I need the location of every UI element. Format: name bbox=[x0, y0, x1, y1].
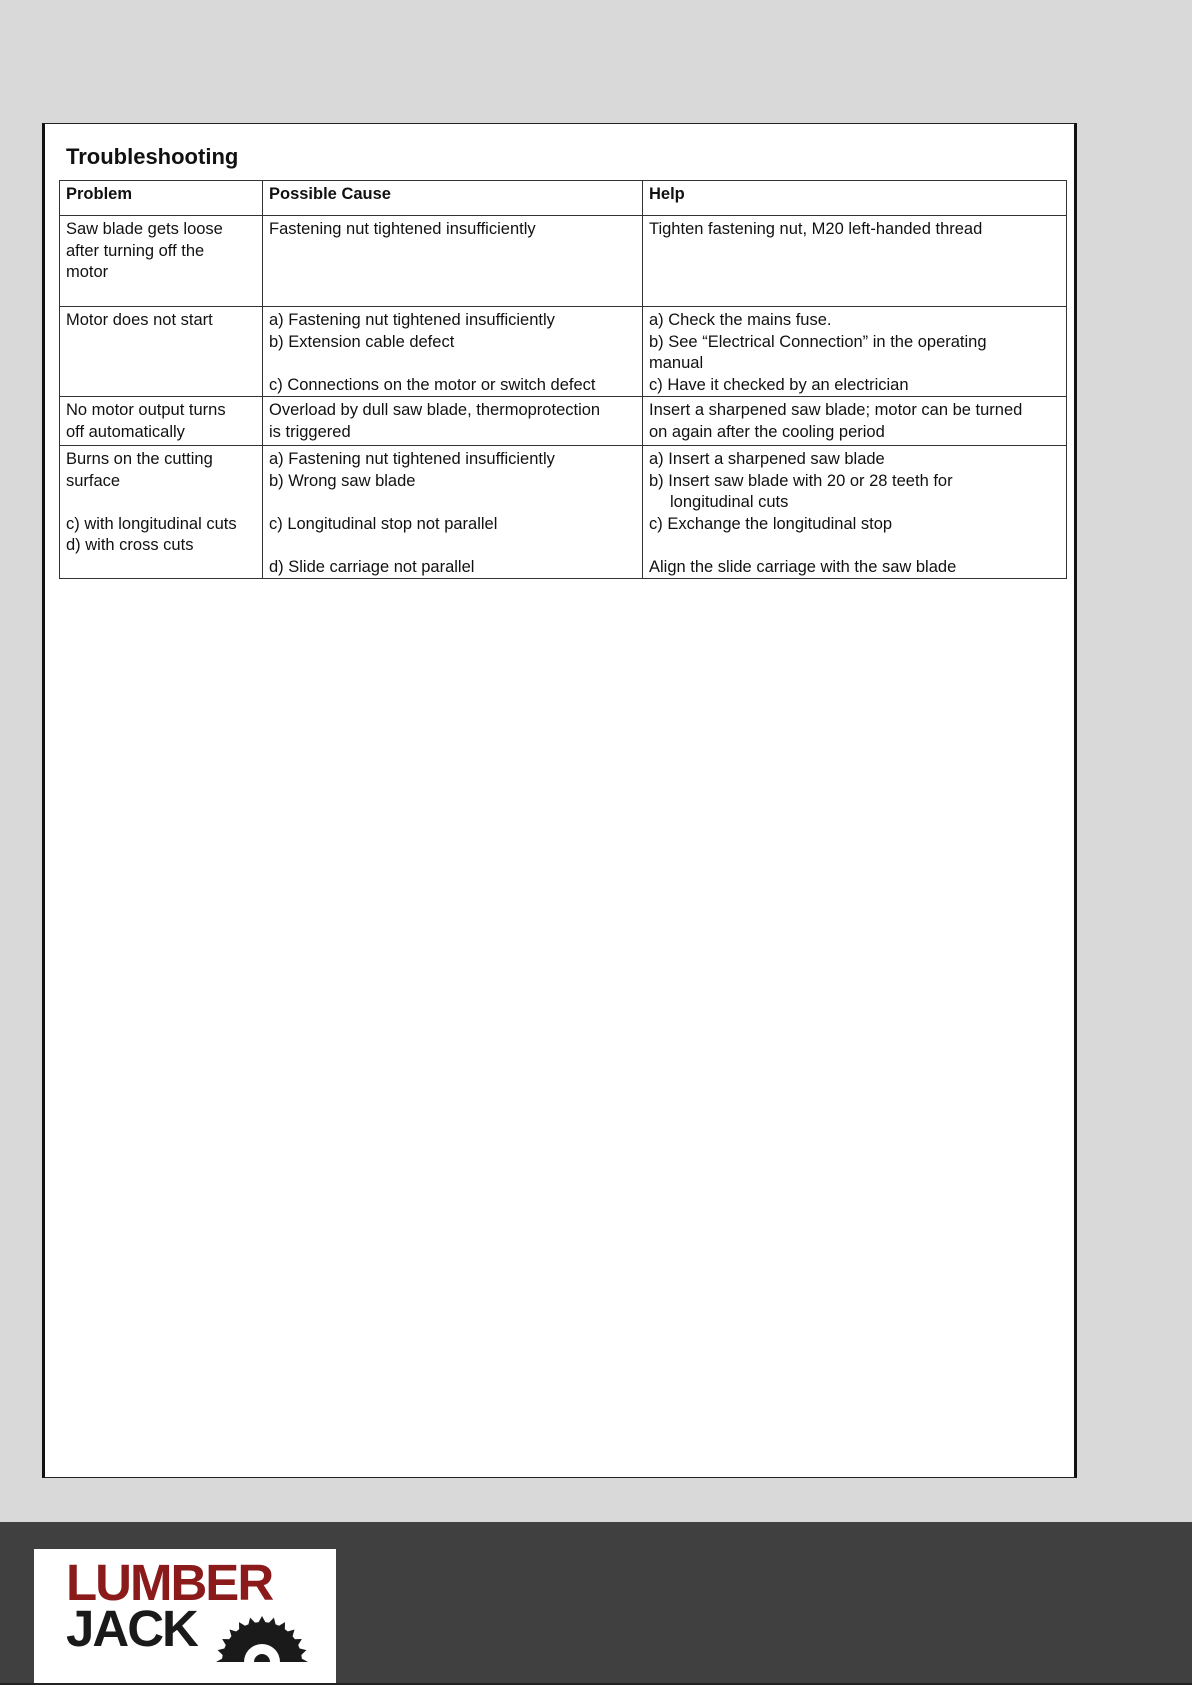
cell-line: Overload by dull saw blade, thermoprotection bbox=[269, 401, 601, 419]
table-cell-cause bbox=[263, 216, 643, 307]
cell-line: c) with longitudinal cuts bbox=[66, 514, 237, 533]
cell-line: d) with cross cuts bbox=[66, 536, 194, 554]
cell-line: c) Longitudinal stop not parallel bbox=[269, 514, 498, 533]
cell-line: b) See “Electrical Connection” in the operating bbox=[649, 332, 987, 351]
cell-line: No motor output turns bbox=[66, 401, 226, 419]
table-header-row bbox=[60, 181, 1067, 216]
cell-line: c) Exchange the longitudinal stop bbox=[649, 514, 893, 533]
table-row bbox=[60, 446, 1067, 579]
table-cell-help bbox=[643, 397, 1067, 446]
table-cell-cause bbox=[263, 307, 643, 397]
cell-line: Tighten fastening nut, M20 left-handed thread bbox=[649, 220, 983, 238]
table-cell-problem bbox=[60, 397, 263, 446]
cell-line: surface bbox=[66, 471, 121, 490]
cell-line: Motor does not start bbox=[66, 311, 213, 329]
table-row bbox=[60, 397, 1067, 446]
cell-line: motor bbox=[66, 263, 109, 281]
cell-line: a) Fastening nut tightened insufficiently bbox=[269, 311, 555, 329]
cell-line: is triggered bbox=[269, 422, 351, 441]
cell-line bbox=[66, 492, 256, 514]
column-header-possible-cause: Possible Cause bbox=[263, 181, 643, 216]
table-cell-cause bbox=[263, 397, 643, 446]
table-cell-problem bbox=[60, 446, 263, 579]
table-cell-cause bbox=[263, 446, 643, 579]
table-row bbox=[60, 216, 1067, 307]
table-cell-problem bbox=[60, 307, 263, 397]
table-cell-help bbox=[643, 446, 1067, 579]
cell-line: b) Insert saw blade with 20 or 28 teeth for bbox=[649, 471, 953, 490]
cell-line: longitudinal cuts bbox=[670, 493, 789, 511]
column-header-help: Help bbox=[643, 181, 1067, 216]
cell-line: Saw blade gets loose bbox=[66, 220, 223, 238]
cell-line: off automatically bbox=[66, 422, 185, 441]
cell-line bbox=[269, 353, 636, 375]
footer-bar bbox=[0, 1522, 1192, 1685]
cell-line bbox=[649, 535, 1060, 557]
cell-line: manual bbox=[649, 354, 704, 372]
cell-line: on again after the cooling period bbox=[649, 422, 885, 441]
cell-line: Fastening nut tightened insufficiently bbox=[269, 220, 536, 238]
cell-line: b) Wrong saw blade bbox=[269, 471, 416, 490]
troubleshooting-table bbox=[59, 180, 1067, 579]
lumberjack-logo bbox=[34, 1549, 336, 1685]
cell-line: c) Connections on the motor or switch defect bbox=[269, 375, 596, 394]
table-row bbox=[60, 307, 1067, 397]
cell-line: a) Insert a sharpened saw blade bbox=[649, 450, 885, 468]
document-page bbox=[42, 123, 1077, 1478]
cell-line: after turning off the bbox=[66, 241, 205, 260]
table-cell-problem bbox=[60, 216, 263, 307]
logo-text-lumber: LUMBER bbox=[66, 1554, 273, 1611]
cell-line: Insert a sharpened saw blade; motor can be turned bbox=[649, 401, 1023, 419]
cell-line: Burns on the cutting bbox=[66, 450, 213, 468]
cell-line bbox=[269, 535, 636, 557]
cell-line: c) Have it checked by an electrician bbox=[649, 375, 909, 394]
table-cell-help bbox=[643, 216, 1067, 307]
cell-line bbox=[269, 492, 636, 514]
cell-line: b) Extension cable defect bbox=[269, 332, 455, 351]
cell-line: Align the slide carriage with the saw blade bbox=[649, 557, 957, 576]
cell-line: d) Slide carriage not parallel bbox=[269, 557, 475, 576]
saw-blade-icon bbox=[216, 1612, 308, 1662]
logo-text-jack: JACK bbox=[66, 1600, 197, 1657]
column-header-problem: Problem bbox=[60, 181, 263, 216]
cell-line: a) Fastening nut tightened insufficiently bbox=[269, 450, 555, 468]
cell-line: a) Check the mains fuse. bbox=[649, 311, 832, 329]
section-title: Troubleshooting bbox=[66, 144, 239, 169]
table-cell-help bbox=[643, 307, 1067, 397]
